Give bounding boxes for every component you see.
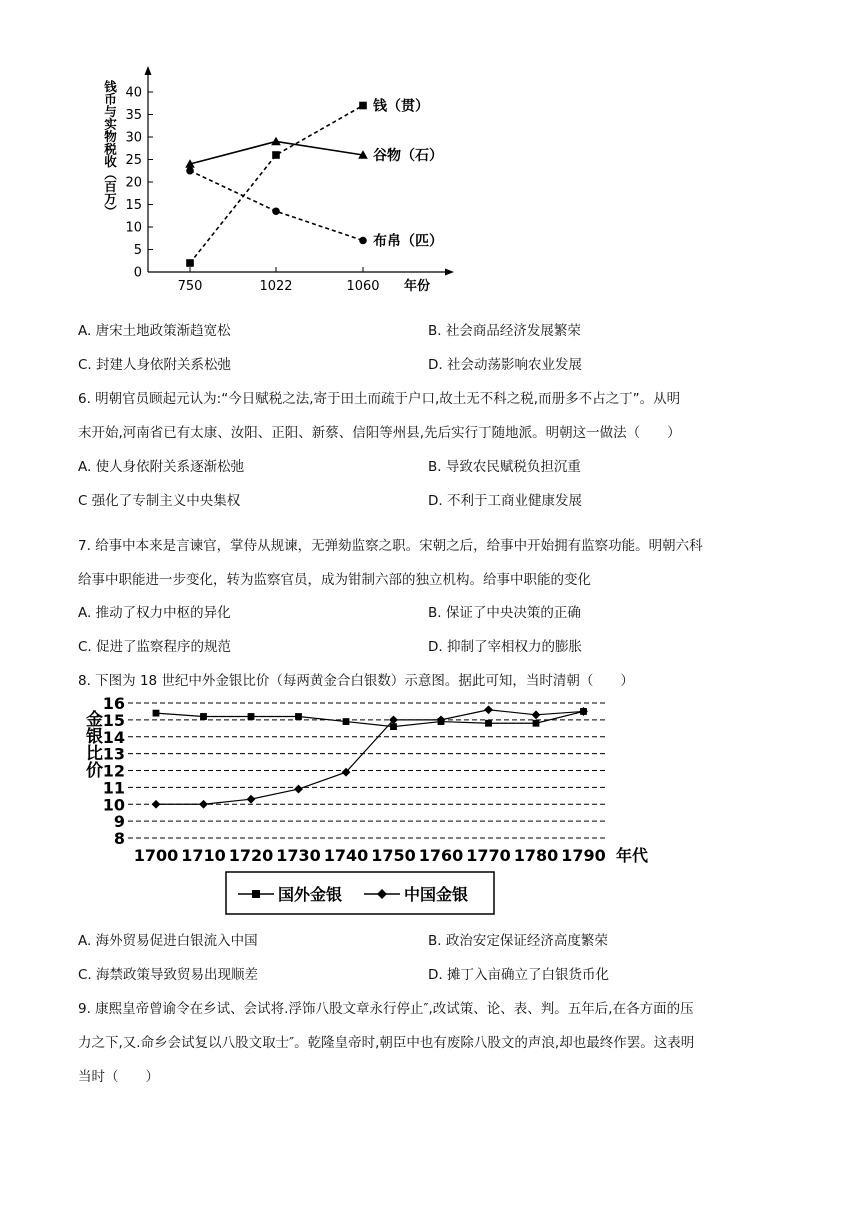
chart1-data-point [271, 137, 281, 146]
chart2-data-point [200, 713, 207, 720]
chart1-data-point [186, 167, 194, 175]
q8-option-d: D. 摊丁入亩确立了白银货币化 [428, 967, 609, 983]
chart2-x-tick-label: 1700 [133, 846, 179, 865]
chart2-x-tick-label: 1780 [513, 846, 559, 865]
q6-stem-line2: 末开始,河南省已有太康、汝阳、正阳、新蔡、信阳等州县,先后实行丁随地派。明朝这一做法（ ） [78, 425, 681, 441]
chart1-y-tick-label: 25 [125, 153, 142, 168]
q9-stem-line1: 9. 康熙皇帝曾谕令在乡试、会试将.浮饰八股文章永行停止″,改试策、论、表、判。五年后,在各方面的压 [78, 1001, 694, 1017]
chart2-y-tick-label: 14 [102, 727, 125, 747]
q8-option-b: B. 政治安定保证经济高度繁荣 [428, 933, 608, 949]
chart2-data-point [485, 720, 492, 727]
q7-option-d: D. 抑制了宰相权力的膨胀 [428, 639, 582, 655]
chart2-data-point [532, 710, 541, 719]
chart1-series-label: 谷物（石） [373, 148, 443, 164]
chart1-y-axis-label: 钱币与实物税收（百万） [102, 80, 118, 218]
q6-option-a: A. 使人身依附关系逐渐松弛 [78, 459, 245, 475]
gold-silver-ratio-chart [78, 692, 658, 922]
chart2-data-point [152, 800, 161, 809]
chart1-data-point [272, 151, 280, 159]
chart2-data-point [533, 720, 540, 727]
chart1-x-tick-label: 1060 [346, 279, 380, 294]
chart2-legend [226, 872, 494, 914]
chart2-x-tick-label: 1770 [466, 846, 511, 865]
q6-option-c: C 强化了专制主义中央集权 [78, 493, 241, 509]
q6-stem-line1: 6. 明朝官员顾起元认为:“今日赋税之法,寄于田土而疏于户口,故土无不科之税,而册多不占之丁”。从明 [78, 391, 681, 407]
chart2-legend-marker [252, 890, 260, 898]
chart2-data-point [295, 713, 302, 720]
chart1-y-tick-label: 10 [125, 220, 142, 236]
chart2-data-point [484, 705, 493, 714]
chart2-data-point [294, 785, 303, 794]
chart2-y-tick-label: 16 [102, 694, 125, 713]
chart1-x-axis-label: 年份 [404, 279, 431, 294]
q7-option-a: A. 推动了权力中枢的异化 [78, 605, 231, 621]
chart1-series-line [190, 171, 363, 241]
chart1-y-tick-label: 5 [133, 243, 142, 258]
chart1-data-point [186, 259, 194, 267]
chart1-data-point [359, 102, 367, 110]
q5-option-b: B. 社会商品经济发展繁荣 [428, 323, 581, 339]
chart2-x-tick-label: 1790 [561, 846, 606, 865]
q9-stem-line2: 力之下,又.命乡会试复以八股文取士″。乾隆皇帝时,朝臣中也有废除八股文的声浪,却也最终作罢。这表明 [78, 1035, 695, 1051]
chart2-x-axis-label: 年代 [616, 846, 649, 865]
q8-option-c: C. 海禁政策导致贸易出现顺差 [78, 967, 259, 983]
chart2-y-tick-label: 10 [102, 795, 125, 815]
chart2-legend-label: 国外金银 [278, 885, 343, 904]
chart2-x-tick-label: 1750 [371, 846, 416, 865]
chart2-x-tick-label: 1730 [276, 846, 321, 865]
q5-option-a: A. 唐宋土地政策渐趋宽松 [78, 323, 231, 339]
chart2-y-tick-label: 12 [102, 761, 125, 781]
chart2-data-point [248, 713, 255, 720]
chart1-x-tick-label: 1022 [259, 279, 293, 294]
chart2-x-tick-label: 1710 [181, 846, 226, 865]
chart1-series-label: 钱（贯） [373, 98, 429, 115]
chart1-y-tick-label: 0 [133, 265, 142, 281]
q6-option-d: D. 不利于工商业健康发展 [428, 493, 582, 509]
chart1-y-tick-label: 40 [125, 85, 142, 101]
q7-option-c: C. 促进了监察程序的规范 [78, 639, 232, 655]
chart2-y-tick-label: 9 [113, 812, 125, 832]
q5-option-c: C. 封建人身依附关系松弛 [78, 357, 232, 373]
chart1-series-line [190, 106, 363, 264]
chart2-y-tick-label: 15 [102, 710, 125, 730]
chart1-data-point [272, 207, 280, 215]
q9-stem-line3: 当时（ ） [78, 1069, 159, 1085]
chart2-data-point [199, 800, 208, 809]
q7-stem-line1: 7. 给事中本来是言谏官，掌侍从规谏，无弹劾监察之职。宋朝之后，给事中开始拥有监察功能。明朝六科 [78, 538, 703, 554]
q8-stem-line1: 8. 下图为 18 世纪中外金银比价（每两黄金合白银数）示意图。据此可知，当时清朝（ ） [78, 673, 634, 689]
chart2-data-point [247, 795, 256, 804]
chart2-x-tick-label: 1740 [323, 846, 369, 865]
chart2-data-point [343, 718, 350, 725]
chart2-x-tick-label: 1760 [418, 846, 464, 865]
chart2-data-point [153, 710, 160, 717]
tax-revenue-chart [80, 60, 480, 300]
chart2-x-tick-label: 1720 [228, 846, 274, 865]
q5-option-d: D. 社会动荡影响农业发展 [428, 357, 582, 373]
chart2-legend-label: 中国金银 [404, 885, 469, 904]
chart2-series-line [156, 711, 584, 726]
chart1-y-tick-label: 15 [125, 198, 142, 213]
chart1-y-tick-label: 20 [125, 175, 142, 191]
chart1-series-label: 布帛（匹） [373, 233, 443, 250]
chart2-legend-marker [377, 889, 387, 899]
chart1-y-tick-label: 30 [125, 130, 142, 146]
chart2-y-tick-label: 8 [113, 829, 125, 848]
q7-option-b: B. 保证了中央决策的正确 [428, 605, 581, 621]
chart1-data-point [359, 237, 367, 245]
chart2-y-tick-label: 11 [102, 778, 125, 798]
chart2-y-axis-label: 金银比价 [82, 710, 102, 778]
q7-stem-line2: 给事中职能进一步变化，转为监察官员，成为钳制六部的独立机构。给事中职能的变化 [78, 572, 591, 588]
chart2-y-tick-label: 13 [102, 744, 125, 764]
chart1-y-tick-label: 35 [125, 108, 142, 123]
q6-option-b: B. 导致农民赋税负担沉重 [428, 459, 581, 475]
chart1-x-tick-label: 750 [177, 279, 203, 294]
q8-option-a: A. 海外贸易促进白银流入中国 [78, 933, 258, 949]
